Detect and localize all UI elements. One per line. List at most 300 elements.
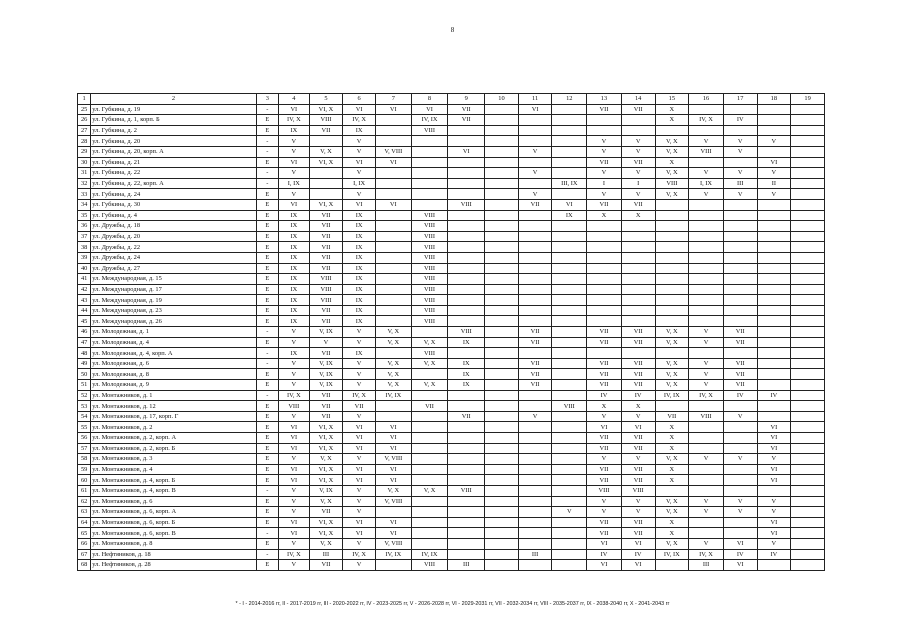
table-cell [791, 104, 825, 115]
table-cell: IV, X [279, 115, 310, 126]
table-cell: VII [309, 210, 343, 221]
header-cell: 12 [552, 94, 587, 105]
table-cell: VI [375, 475, 411, 486]
table-cell: VII [723, 358, 757, 369]
table-cell: VI [552, 199, 587, 210]
table-cell: V, VIII [375, 146, 411, 157]
table-cell [587, 115, 622, 126]
table-cell: Е [256, 295, 278, 306]
table-cell [689, 104, 724, 115]
row-number-cell: 31 [78, 168, 91, 179]
table-cell: V [757, 168, 791, 179]
row-number-cell: 37 [78, 231, 91, 242]
table-cell: VI [343, 157, 376, 168]
table-cell [552, 369, 587, 380]
address-cell: ул. Монтажников, д. 6, корп. В [91, 528, 256, 539]
table-row [78, 231, 825, 242]
table-cell [485, 305, 519, 316]
table-cell [552, 358, 587, 369]
table-cell [723, 433, 757, 444]
table-cell: IV, IX [411, 549, 448, 560]
address-cell: ул. Молодежная, д. 4, корп. А [91, 348, 256, 359]
table-cell: VII [309, 560, 343, 571]
table-cell: V [279, 168, 310, 179]
table-cell [485, 136, 519, 147]
table-cell: V [587, 496, 622, 507]
table-cell [448, 507, 485, 518]
table-cell: IX [279, 295, 310, 306]
table-row [78, 199, 825, 210]
table-cell: VI [343, 443, 376, 454]
table-row [78, 454, 825, 465]
header-cell: 8 [411, 94, 448, 105]
table-cell: V, IX [309, 327, 343, 338]
table-row [78, 316, 825, 327]
table-cell: VI [279, 475, 310, 486]
table-cell: IX [343, 305, 376, 316]
table-cell [689, 284, 724, 295]
table-cell: V [621, 146, 655, 157]
table-cell [552, 485, 587, 496]
table-cell [375, 274, 411, 285]
table-cell: VI [375, 517, 411, 528]
table-cell [689, 252, 724, 263]
address-cell: ул. Нефтяников, д. 28 [91, 560, 256, 571]
table-cell [655, 231, 689, 242]
table-cell: VI, X [309, 422, 343, 433]
header-cell: 3 [256, 94, 278, 105]
table-cell: Е [256, 157, 278, 168]
table-cell [448, 125, 485, 136]
table-cell: IX [279, 316, 310, 327]
table-cell [518, 464, 552, 475]
address-cell: ул. Губкина, д. 22 [91, 168, 256, 179]
row-number-cell: 29 [78, 146, 91, 157]
row-number-cell: 65 [78, 528, 91, 539]
table-cell: X [655, 517, 689, 528]
table-cell: VII [723, 327, 757, 338]
table-cell [757, 337, 791, 348]
table-cell [518, 115, 552, 126]
table-cell [375, 125, 411, 136]
table-cell [791, 380, 825, 391]
table-cell [791, 348, 825, 359]
table-cell [655, 263, 689, 274]
row-number-cell: 61 [78, 485, 91, 496]
table-cell [448, 464, 485, 475]
table-cell: V, VIII [375, 454, 411, 465]
table-row [78, 178, 825, 189]
header-cell: 10 [485, 94, 519, 105]
table-cell: IX [448, 369, 485, 380]
table-cell [552, 390, 587, 401]
table-cell [723, 305, 757, 316]
table-cell: VII [587, 199, 622, 210]
table-row [78, 157, 825, 168]
table-cell [485, 454, 519, 465]
table-cell [791, 411, 825, 422]
address-cell: ул. Молодежная, д. 1 [91, 327, 256, 338]
address-cell: ул. Монтажников, д. 6, корп. Б [91, 517, 256, 528]
table-cell: VIII [411, 125, 448, 136]
table-cell [552, 433, 587, 444]
table-cell [791, 443, 825, 454]
table-cell [552, 125, 587, 136]
table-cell: VI, X [309, 475, 343, 486]
table-cell: VIII [411, 221, 448, 232]
table-cell [375, 316, 411, 327]
table-cell [485, 157, 519, 168]
table-cell [791, 401, 825, 412]
table-cell [689, 348, 724, 359]
table-cell: V, X [375, 369, 411, 380]
table-cell: IV, X [689, 115, 724, 126]
table-cell: VII [309, 231, 343, 242]
table-cell [485, 464, 519, 475]
table-cell [375, 401, 411, 412]
table-cell [518, 348, 552, 359]
row-number-cell: 48 [78, 348, 91, 359]
table-cell [485, 517, 519, 528]
table-cell [411, 157, 448, 168]
table-cell: VII [621, 475, 655, 486]
table-cell: VI [343, 104, 376, 115]
row-number-cell: 28 [78, 136, 91, 147]
table-row [78, 146, 825, 157]
table-cell [485, 369, 519, 380]
row-number-cell: 52 [78, 390, 91, 401]
table-cell: VI [375, 528, 411, 539]
table-cell [689, 401, 724, 412]
table-cell: X [587, 210, 622, 221]
row-number-cell: 46 [78, 327, 91, 338]
table-cell [723, 157, 757, 168]
address-cell: ул. Нефтяников, д. 18 [91, 549, 256, 560]
table-cell: VI, X [309, 517, 343, 528]
table-cell [309, 178, 343, 189]
schedule-table [77, 93, 825, 571]
table-row [78, 485, 825, 496]
table-cell: V [343, 454, 376, 465]
table-cell: VII [621, 528, 655, 539]
address-cell: ул. Монтажников, д. 8 [91, 538, 256, 549]
table-cell [621, 263, 655, 274]
table-cell: IX [279, 231, 310, 242]
table-cell [518, 560, 552, 571]
row-number-cell: 27 [78, 125, 91, 136]
table-cell: X [655, 443, 689, 454]
table-cell: VIII [411, 242, 448, 253]
table-cell [757, 560, 791, 571]
address-cell: ул. Молодежная, д. 6 [91, 358, 256, 369]
table-cell [791, 485, 825, 496]
table-cell [518, 454, 552, 465]
table-cell: V [279, 411, 310, 422]
table-cell: VII [655, 411, 689, 422]
table-cell: V, X [655, 358, 689, 369]
row-number-cell: 49 [78, 358, 91, 369]
table-cell: V [587, 146, 622, 157]
table-cell: V [621, 168, 655, 179]
table-cell [485, 337, 519, 348]
header-cell: 18 [757, 94, 791, 105]
table-cell [552, 263, 587, 274]
table-cell: VI [279, 199, 310, 210]
table-cell [411, 369, 448, 380]
table-cell: IX [448, 358, 485, 369]
table-cell: V [343, 496, 376, 507]
table-row [78, 528, 825, 539]
table-cell: V [279, 358, 310, 369]
table-cell [689, 125, 724, 136]
table-cell [375, 231, 411, 242]
table-cell: Е [256, 263, 278, 274]
table-cell: VII [587, 327, 622, 338]
table-cell [552, 305, 587, 316]
table-cell: - [256, 485, 278, 496]
table-cell [448, 496, 485, 507]
table-cell [689, 210, 724, 221]
table-cell: VIII [411, 316, 448, 327]
table-cell [309, 136, 343, 147]
table-cell: V [621, 189, 655, 200]
table-cell: X [655, 104, 689, 115]
table-cell [375, 560, 411, 571]
table-cell: V, X [411, 485, 448, 496]
table-cell [485, 104, 519, 115]
table-cell: IX [448, 337, 485, 348]
table-cell [689, 242, 724, 253]
table-cell: Е [256, 125, 278, 136]
table-cell: VIII [411, 263, 448, 274]
table-cell: Е [256, 411, 278, 422]
table-cell: VI, X [309, 104, 343, 115]
table-cell [791, 560, 825, 571]
table-cell: V [689, 369, 724, 380]
table-cell [448, 517, 485, 528]
table-cell [411, 168, 448, 179]
table-cell [552, 242, 587, 253]
table-cell: VIII [411, 348, 448, 359]
table-row [78, 560, 825, 571]
table-cell: V [587, 168, 622, 179]
table-cell: V [343, 560, 376, 571]
table-cell: V [343, 507, 376, 518]
table-cell [518, 263, 552, 274]
table-cell [552, 454, 587, 465]
table-cell: IV, IX [655, 549, 689, 560]
table-cell: VIII [279, 401, 310, 412]
table-cell [485, 189, 519, 200]
table-cell: IV [757, 390, 791, 401]
table-cell [791, 125, 825, 136]
table-cell: IX [279, 210, 310, 221]
address-cell: ул. Губкина, д. 24 [91, 189, 256, 200]
table-cell [375, 348, 411, 359]
table-cell: - [256, 549, 278, 560]
table-cell [621, 252, 655, 263]
table-cell: VII [309, 221, 343, 232]
header-cell: 15 [655, 94, 689, 105]
table-cell: V [343, 358, 376, 369]
table-cell: V [279, 189, 310, 200]
table-cell: V [343, 538, 376, 549]
table-cell [655, 316, 689, 327]
table-cell [689, 528, 724, 539]
table-cell: Е [256, 422, 278, 433]
table-cell [621, 295, 655, 306]
table-cell [448, 433, 485, 444]
table-cell: I, IX [279, 178, 310, 189]
table-cell [757, 380, 791, 391]
table-cell [411, 327, 448, 338]
table-cell: - [256, 136, 278, 147]
table-row [78, 189, 825, 200]
table-cell: IX [343, 284, 376, 295]
table-cell: V [279, 485, 310, 496]
table-row [78, 284, 825, 295]
table-cell: IX [343, 252, 376, 263]
table-cell: V [621, 496, 655, 507]
table-cell: VIII [411, 560, 448, 571]
table-cell: VI [757, 157, 791, 168]
table-cell [655, 274, 689, 285]
table-cell [621, 221, 655, 232]
table-cell: VI, X [309, 433, 343, 444]
table-cell: VI [621, 560, 655, 571]
table-cell [757, 115, 791, 126]
table-cell: IX [343, 316, 376, 327]
table-cell: V, X [655, 369, 689, 380]
table-cell [655, 221, 689, 232]
table-cell: V [723, 168, 757, 179]
table-cell [375, 189, 411, 200]
row-number-cell: 66 [78, 538, 91, 549]
table-cell: V [621, 411, 655, 422]
table-cell [552, 496, 587, 507]
table-cell [375, 168, 411, 179]
table-cell [723, 464, 757, 475]
table-cell: IX [343, 231, 376, 242]
table-row [78, 327, 825, 338]
table-cell [655, 199, 689, 210]
table-cell: V [723, 496, 757, 507]
table-cell: VII [518, 327, 552, 338]
table-cell: Е [256, 115, 278, 126]
table-cell: VI [375, 199, 411, 210]
table-cell: VI [343, 517, 376, 528]
table-cell [621, 305, 655, 316]
table-cell: VI [621, 538, 655, 549]
table-cell: V [518, 146, 552, 157]
table-cell: IV [723, 115, 757, 126]
table-cell [791, 517, 825, 528]
table-cell: X [655, 157, 689, 168]
table-cell: IX [448, 380, 485, 391]
table-cell [791, 337, 825, 348]
table-cell: VIII [411, 231, 448, 242]
table-cell: Е [256, 464, 278, 475]
table-cell: X [587, 401, 622, 412]
table-cell [485, 284, 519, 295]
table-cell [791, 284, 825, 295]
table-row [78, 263, 825, 274]
table-cell [587, 284, 622, 295]
table-cell: V [343, 337, 376, 348]
row-number-cell: 44 [78, 305, 91, 316]
table-cell [757, 485, 791, 496]
table-cell [375, 136, 411, 147]
table-cell [723, 199, 757, 210]
table-cell: VII [587, 358, 622, 369]
table-cell [448, 157, 485, 168]
address-cell: ул. Губкина, д. 21 [91, 157, 256, 168]
table-cell [791, 358, 825, 369]
table-cell: VII [309, 401, 343, 412]
table-cell: X [621, 210, 655, 221]
address-cell: ул. Дружбы, д. 27 [91, 263, 256, 274]
table-cell [448, 316, 485, 327]
table-cell: VI [343, 475, 376, 486]
table-cell [757, 231, 791, 242]
table-cell [621, 115, 655, 126]
table-cell: VII [587, 517, 622, 528]
table-cell: VI [723, 538, 757, 549]
address-cell: ул. Губкина, д. 30 [91, 199, 256, 210]
address-cell: ул. Дружбы, д. 24 [91, 252, 256, 263]
table-cell: VI [279, 443, 310, 454]
table-cell: Е [256, 210, 278, 221]
header-cell: 9 [448, 94, 485, 105]
table-cell [791, 189, 825, 200]
table-cell [485, 496, 519, 507]
table-cell [411, 390, 448, 401]
table-cell: VI [757, 433, 791, 444]
table-cell: Е [256, 475, 278, 486]
table-cell [411, 411, 448, 422]
table-cell [723, 316, 757, 327]
table-cell [587, 231, 622, 242]
table-cell: VII [621, 199, 655, 210]
table-cell: VII [309, 305, 343, 316]
table-cell [411, 475, 448, 486]
table-cell: VII [309, 348, 343, 359]
table-cell [791, 295, 825, 306]
table-cell: IV, X [689, 549, 724, 560]
table-cell [791, 263, 825, 274]
table-cell [791, 422, 825, 433]
table-cell [655, 242, 689, 253]
table-cell: VII [723, 337, 757, 348]
table-cell: VI [343, 422, 376, 433]
address-cell: ул. Международная, д. 26 [91, 316, 256, 327]
table-cell [587, 348, 622, 359]
table-cell [552, 295, 587, 306]
table-cell: - [256, 327, 278, 338]
table-cell: Е [256, 517, 278, 528]
table-cell: Е [256, 401, 278, 412]
table-cell: VII [723, 380, 757, 391]
table-cell [723, 284, 757, 295]
table-cell: IV [587, 549, 622, 560]
table-cell: V, X [411, 380, 448, 391]
table-cell [518, 475, 552, 486]
table-cell: V [757, 507, 791, 518]
table-cell: VIII [411, 305, 448, 316]
table-cell: Е [256, 305, 278, 316]
table-cell: VI [375, 464, 411, 475]
table-cell [485, 528, 519, 539]
